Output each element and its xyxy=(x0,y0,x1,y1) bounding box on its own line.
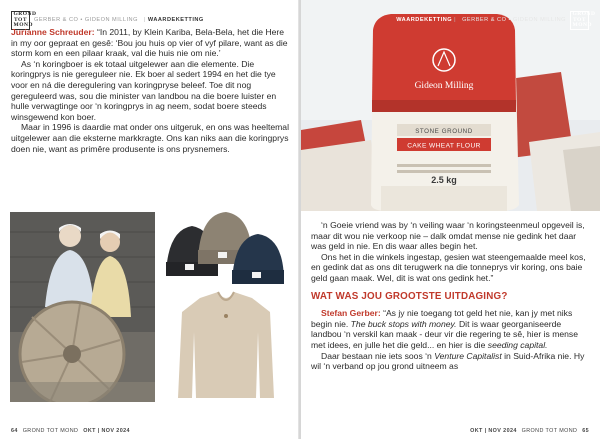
page-number: 64 xyxy=(11,428,18,434)
page-number: 65 xyxy=(582,428,589,434)
paragraph: Maar in 1996 is daardie mat onder ons uitgeruk, en ons was heeltemal uitgelewer aan die eksterne markkragte. Ons kan niks aan die koringprys doen nie, want as primêre produsente is ons prysnemers. xyxy=(11,122,289,154)
magazine-logo: GROND TOT MOND xyxy=(11,11,30,30)
header-crumb: GERBER & CO • GIDEON MILLING xyxy=(34,17,138,24)
section-heading: WAT WAS JOU GROOTSTE UITDAGING? xyxy=(311,290,508,302)
flour-weight: 2.5 kg xyxy=(431,175,457,185)
paragraph: Daar bestaan nie iets soos ‘n Venture Capitalist in Suid-Afrika nie. Hy wil ‘n verband op jou grond uitneem as xyxy=(311,350,585,372)
speaker-name: Stefan Gerber: xyxy=(321,308,381,319)
paragraph: Ons het in die winkels ingestap, gesien wat steengemaalde meel kos, en gedink dat as ons dit terugwerk na die tonneprys vir koring, ons baie geld gaan maak. Wel, dit is wat ons gedink het.” xyxy=(311,251,586,283)
footer-issue: OKT | NOV 2024 xyxy=(83,428,130,434)
footer-magazine-name: GROND TOT MOND xyxy=(521,428,578,434)
paragraph: Stefan Gerber: “As jy nie toegang tot geld het nie, kan jy met niks begin nie. The buck stops with money. Dit is waar georganiseerde landbou ‘n verskil kan maak - deur vir die regering te sê, hier is mense met idees, en julle het die geld... en hier is die seeding capital. xyxy=(311,308,579,350)
header-divider: | xyxy=(143,17,146,24)
header-section: WAARDEKETTING xyxy=(147,17,204,24)
magazine-logo: GROND TOT MOND xyxy=(570,11,589,30)
left-page-footer xyxy=(11,428,130,434)
speaker-name: Jurianne Schreuder: xyxy=(11,27,95,37)
flour-brand: Gideon Milling xyxy=(414,81,474,91)
merchandise-photo xyxy=(160,212,290,402)
millers-photo-graphic xyxy=(10,212,155,402)
left-body-text xyxy=(11,27,289,154)
flour-bag-photo xyxy=(301,0,600,211)
paragraph: ‘n Goeie vriend was by ‘n veiling waar ‘n koringsteenmeul opgeveil is, maar dit wou nie verkoop nie – dalk omdat mense nie gedink het daar was geld in nie. En dis waar alles begin het. xyxy=(311,220,585,252)
header-section: WAARDEKETTING xyxy=(396,17,453,24)
paragraph: Jurianne Schreuder: “In 2011, by Klein Kariba, Bela-Bela, het die Here in my oor gepraat en gesê: ‘Bou jou huis op vier of vyf pilare, want as die storm kom en een pilaar kraak, val die huis nie om nie.’ xyxy=(11,27,288,59)
header-crumb: GERBER & CO • GIDEON MILLING xyxy=(462,17,566,24)
right-page-footer xyxy=(470,428,589,434)
footer-magazine-name: GROND TOT MOND xyxy=(22,428,79,434)
flour-product-name: CAKE WHEAT FLOUR xyxy=(407,142,481,150)
millers-photo xyxy=(10,212,155,402)
paragraph: As ‘n koringboer is ek totaal uitgelewer aan die elemente. Die koringprys is nie gereguleer nie. Ek boer al sedert 1994 en het die tye voor en ná die deregulering van koringpryse beleef. Toe dit nog gereguleerd was, sou die minister van landbou na die boere luister en hulle verwagtinge oor ‘n koringprys in ag neem, sodat boere steeds winsgewend kon boer. xyxy=(11,58,277,122)
header-divider: | xyxy=(454,17,457,24)
flour-bag-graphic xyxy=(301,0,600,211)
flour-stone-ground: STONE GROUND xyxy=(415,128,473,135)
footer-issue: OKT | NOV 2024 xyxy=(470,428,517,434)
right-body-text xyxy=(311,220,591,372)
right-page-header xyxy=(396,11,596,30)
left-page xyxy=(0,0,299,439)
merchandise-graphic xyxy=(160,212,290,402)
